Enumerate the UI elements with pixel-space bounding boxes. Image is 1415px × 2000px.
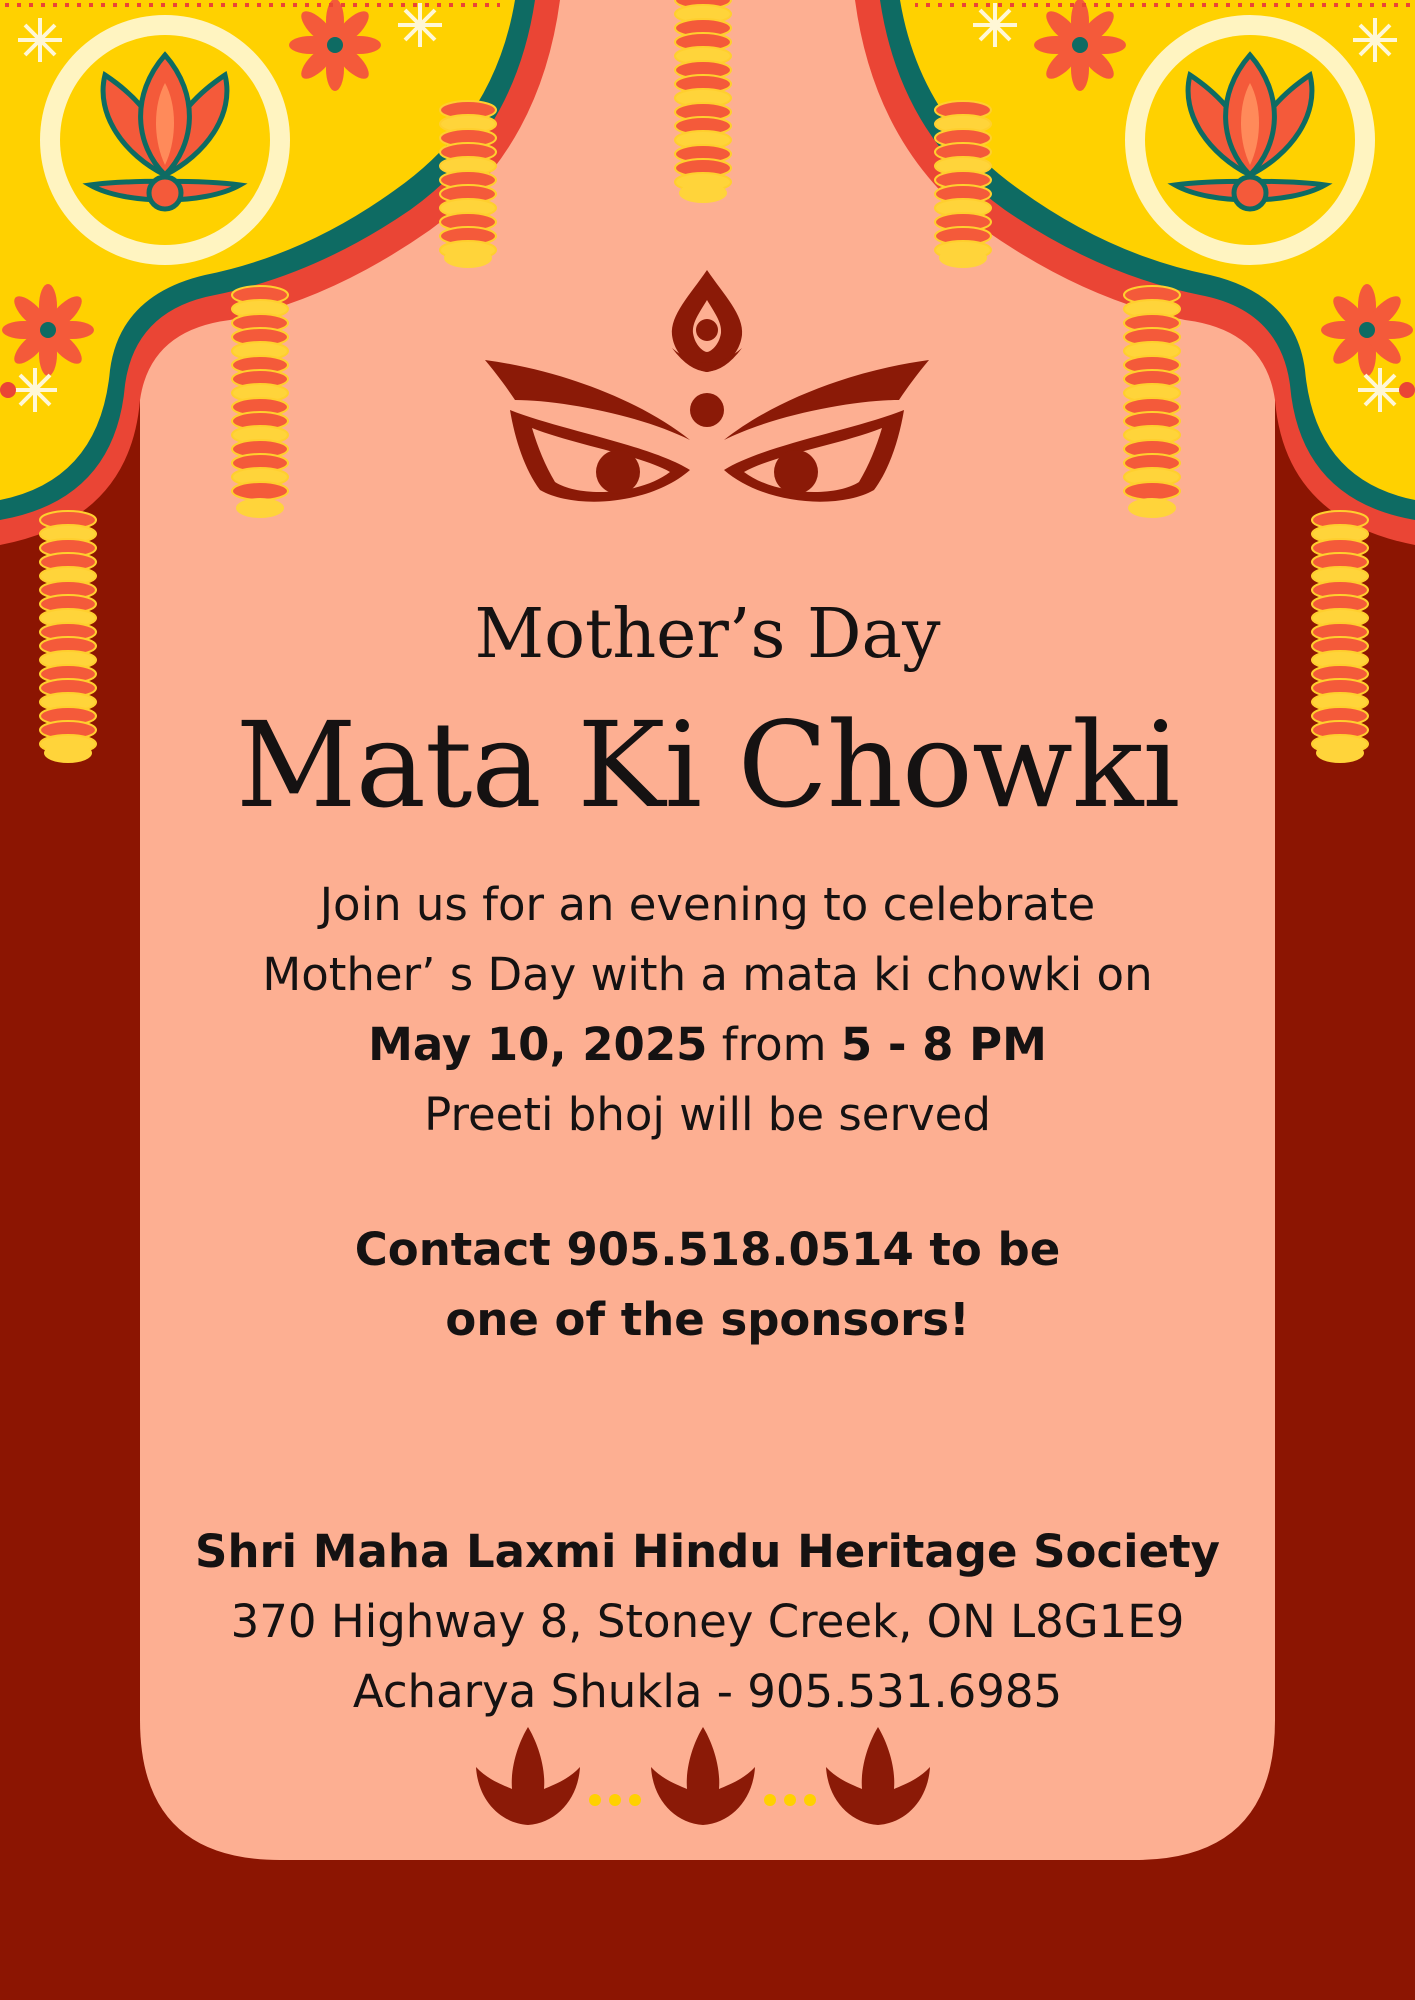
contact-line-1: Contact 905.518.0514 to be [354,1223,1061,1276]
event-time: 5 - 8 PM [840,1018,1047,1071]
marigold-bead [232,482,288,500]
venue-info [140,1517,1275,1727]
invite-line-3 [140,1010,1275,1080]
event-title: Mata Ki Chowki [235,696,1180,834]
marigold-bead [1316,743,1364,763]
organization-name: Shri Maha Laxmi Hindu Heritage Society [195,1525,1220,1578]
priest-contact: Acharya Shukla - 905.531.6985 [352,1665,1063,1718]
marigold-bead [1128,498,1176,518]
contact-line-2: one of the sponsors! [445,1293,970,1346]
event-date: May 10, 2025 [368,1018,708,1071]
marigold-bead [236,498,284,518]
from-word: from [721,1018,827,1071]
marigold-bead [44,743,92,763]
invite-line-4: Preeti bhoj will be served [424,1088,991,1141]
invite-line-1: Join us for an evening to celebrate [319,878,1096,931]
invite-text [140,870,1275,1150]
invite-line-2: Mother’ s Day with a mata ki chowki on [262,948,1153,1001]
marigold-bead [679,183,727,203]
venue-address: 370 Highway 8, Stoney Creek, ON L8G1E9 [230,1595,1185,1648]
marigold-bead [1124,482,1180,500]
sponsor-contact [140,1215,1275,1355]
marigold-bead [939,248,987,268]
event-subtitle: Mother’s Day [474,595,941,674]
marigold-bead [444,248,492,268]
